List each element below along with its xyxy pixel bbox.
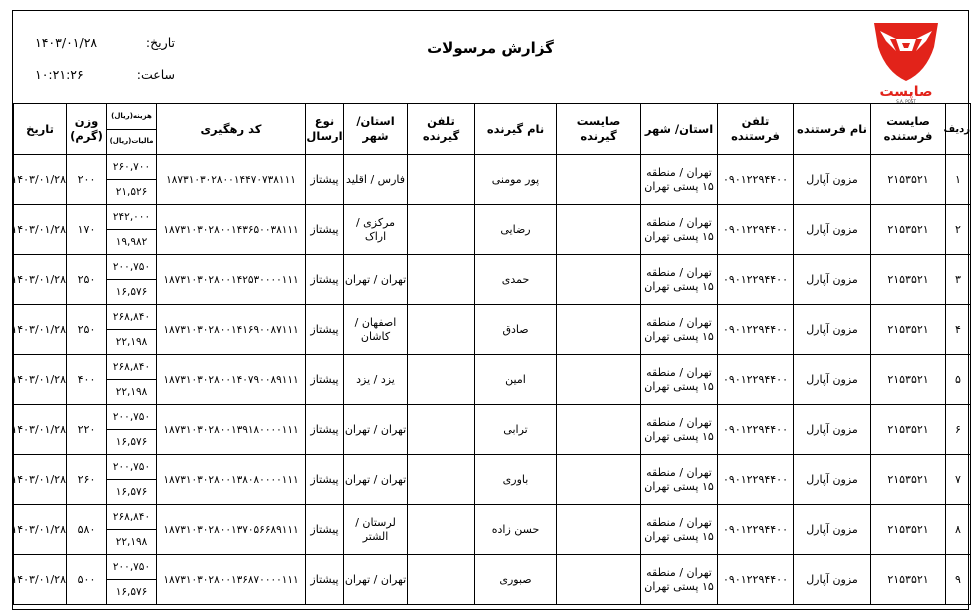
sender-name: مزون آپارل: [794, 505, 871, 555]
send-type: پیشتاز: [306, 405, 344, 455]
sender-name: مزون آپارل: [794, 255, 871, 305]
table-row: [14, 305, 971, 355]
receiver-province: یزد / یزد: [344, 355, 408, 405]
col-sender-phone: تلفن فرستنده: [718, 104, 794, 155]
cost-cell: [107, 155, 157, 205]
tax-value: ۲۱,۵۲۶: [107, 179, 156, 204]
col-date: تاریخ: [14, 104, 67, 155]
weight: ۲۵۰: [67, 305, 107, 355]
table-row: [14, 155, 971, 205]
receiver-site: [557, 455, 641, 505]
send-type: پیشتاز: [306, 555, 344, 605]
receiver-phone: [408, 505, 475, 555]
table-row: [14, 555, 971, 605]
row-index: ۹: [946, 555, 971, 605]
table-header-row: [14, 104, 971, 155]
receiver-name: باوری: [475, 455, 557, 505]
sender-site: ۲۱۵۳۵۲۱: [871, 455, 946, 505]
col-send-type: نوع ارسال: [306, 104, 344, 155]
send-type: پیشتاز: [306, 205, 344, 255]
tax-value: ۱۶,۵۷۶: [107, 579, 156, 604]
row-index: ۸: [946, 505, 971, 555]
report-meta: [35, 26, 175, 90]
tracking-code: ۱۸۷۳۱۰۳۰۲۸۰۰۱۴۲۵۳۰۰۰۰۱۱۱: [157, 255, 306, 305]
sender-province: تهران / منطقه ۱۵ پستی تهران: [641, 555, 718, 605]
shield-logo-icon: [866, 17, 946, 103]
tax-value: ۱۹,۹۸۲: [107, 229, 156, 254]
sender-name: مزون آپارل: [794, 305, 871, 355]
sender-phone: ۰۹۰۱۲۲۹۴۴۰۰: [718, 455, 794, 505]
tax-value: ۲۲,۱۹۸: [107, 379, 156, 404]
receiver-province: تهران / تهران: [344, 405, 408, 455]
sender-phone: ۰۹۰۱۲۲۹۴۴۰۰: [718, 305, 794, 355]
receiver-site: [557, 355, 641, 405]
sender-province: تهران / منطقه ۱۵ پستی تهران: [641, 305, 718, 355]
sender-phone: ۰۹۰۱۲۲۹۴۴۰۰: [718, 505, 794, 555]
tracking-code: ۱۸۷۳۱۰۳۰۲۸۰۰۱۴۳۶۵۰۰۳۸۱۱۱: [157, 205, 306, 255]
date: ۱۴۰۳/۰۱/۲۸: [14, 405, 67, 455]
date: ۱۴۰۳/۰۱/۲۸: [14, 555, 67, 605]
col-cost: [107, 104, 157, 155]
col-row: ردیف: [946, 104, 971, 155]
row-index: ۳: [946, 255, 971, 305]
col-sender-site: صایست فرستنده: [871, 104, 946, 155]
sender-phone: ۰۹۰۱۲۲۹۴۴۰۰: [718, 405, 794, 455]
sender-site: ۲۱۵۳۵۲۱: [871, 355, 946, 405]
receiver-phone: [408, 205, 475, 255]
date: ۱۴۰۳/۰۱/۲۸: [14, 155, 67, 205]
sender-province: تهران / منطقه ۱۵ پستی تهران: [641, 455, 718, 505]
tracking-code: ۱۸۷۳۱۰۳۰۲۸۰۰۱۴۰۷۹۰۰۸۹۱۱۱: [157, 355, 306, 405]
row-index: ۲: [946, 205, 971, 255]
receiver-name: صبوری: [475, 555, 557, 605]
receiver-province: تهران / تهران: [344, 255, 408, 305]
sender-site: ۲۱۵۳۵۲۱: [871, 505, 946, 555]
cost-value: ۲۰۰,۷۵۰: [112, 411, 151, 423]
sender-name: مزون آپارل: [794, 555, 871, 605]
receiver-phone: [408, 355, 475, 405]
col-receiver-site: صایست گیرنده: [557, 104, 641, 155]
logo-subtext: S.A. POST: [896, 99, 916, 104]
cost-cell: [107, 555, 157, 605]
receiver-phone: [408, 155, 475, 205]
cost-cell: [107, 255, 157, 305]
sapost-logo: [866, 17, 946, 103]
sender-name: مزون آپارل: [794, 355, 871, 405]
col-sender-province: استان/ شهر: [641, 104, 718, 155]
sender-name: مزون آپارل: [794, 205, 871, 255]
receiver-name: صادق: [475, 305, 557, 355]
col-tracking: کد رهگیری: [157, 104, 306, 155]
table-row: [14, 455, 971, 505]
sender-name: مزون آپارل: [794, 455, 871, 505]
weight: ۱۷۰: [67, 205, 107, 255]
sender-province: تهران / منطقه ۱۵ پستی تهران: [641, 505, 718, 555]
receiver-name: ترابی: [475, 405, 557, 455]
weight: ۲۲۰: [67, 405, 107, 455]
date: ۱۴۰۳/۰۱/۲۸: [14, 255, 67, 305]
col-sender-name: نام فرستنده: [794, 104, 871, 155]
sender-phone: ۰۹۰۱۲۲۹۴۴۰۰: [718, 555, 794, 605]
sender-site: ۲۱۵۳۵۲۱: [871, 205, 946, 255]
receiver-phone: [408, 305, 475, 355]
report-header: [13, 11, 968, 103]
shipments-table: [13, 103, 971, 605]
sender-province: تهران / منطقه ۱۵ پستی تهران: [641, 155, 718, 205]
receiver-site: [557, 155, 641, 205]
send-type: پیشتاز: [306, 305, 344, 355]
receiver-name: امین: [475, 355, 557, 405]
col-receiver-province: استان/ شهر: [344, 104, 408, 155]
col-receiver-name: نام گیرنده: [475, 104, 557, 155]
logo-text: صاپست: [879, 84, 933, 100]
cost-cell: [107, 505, 157, 555]
date-label: تاریخ:: [145, 34, 175, 50]
col-weight: وزن (گرم): [67, 104, 107, 155]
receiver-province: اصفهان / کاشان: [344, 305, 408, 355]
cost-value: ۲۰۰,۷۵۰: [112, 461, 151, 473]
sender-site: ۲۱۵۳۵۲۱: [871, 255, 946, 305]
tax-value: ۱۶,۵۷۶: [107, 479, 156, 504]
receiver-province: تهران / تهران: [344, 455, 408, 505]
table-row: [14, 255, 971, 305]
receiver-province: مرکزی / اراک: [344, 205, 408, 255]
date: ۱۴۰۳/۰۱/۲۸: [14, 305, 67, 355]
table-row: [14, 355, 971, 405]
receiver-site: [557, 555, 641, 605]
receiver-phone: [408, 405, 475, 455]
row-index: ۴: [946, 305, 971, 355]
sender-phone: ۰۹۰۱۲۲۹۴۴۰۰: [718, 155, 794, 205]
weight: ۲۵۰: [67, 255, 107, 305]
cost-cell: [107, 205, 157, 255]
cost-label: هزینه(ریال): [111, 111, 152, 120]
cost-value: ۲۰۰,۷۵۰: [112, 261, 151, 273]
tax-value: ۱۶,۵۷۶: [107, 279, 156, 304]
tracking-code: ۱۸۷۳۱۰۳۰۲۸۰۰۱۳۷۰۵۶۶۸۹۱۱۱: [157, 505, 306, 555]
receiver-name: پور مومنی: [475, 155, 557, 205]
receiver-site: [557, 405, 641, 455]
cost-value: ۲۶۰,۷۰۰: [112, 161, 151, 173]
weight: ۲۰۰: [67, 155, 107, 205]
weight: ۲۶۰: [67, 455, 107, 505]
time-row: [35, 58, 175, 90]
tracking-code: ۱۸۷۳۱۰۳۰۲۸۰۰۱۳۹۱۸۰۰۰۰۱۱۱: [157, 405, 306, 455]
sender-phone: ۰۹۰۱۲۲۹۴۴۰۰: [718, 205, 794, 255]
date: ۱۴۰۳/۰۱/۲۸: [14, 505, 67, 555]
table-row: [14, 205, 971, 255]
row-index: ۷: [946, 455, 971, 505]
row-index: ۶: [946, 405, 971, 455]
weight: ۵۰۰: [67, 555, 107, 605]
tax-label: مالیات(ریال): [107, 129, 156, 155]
receiver-province: فارس / اقلید: [344, 155, 408, 205]
receiver-province: لرستان / الشتر: [344, 505, 408, 555]
receiver-name: حسن زاده: [475, 505, 557, 555]
cost-cell: [107, 455, 157, 505]
tax-value: ۲۲,۱۹۸: [107, 329, 156, 354]
table-row: [14, 405, 971, 455]
receiver-name: رضایی: [475, 205, 557, 255]
col-receiver-phone: تلفن گیرنده: [408, 104, 475, 155]
date-value: ۱۴۰۳/۰۱/۲۸: [35, 34, 98, 50]
send-type: پیشتاز: [306, 255, 344, 305]
weight: ۵۸۰: [67, 505, 107, 555]
receiver-phone: [408, 555, 475, 605]
receiver-site: [557, 205, 641, 255]
cost-value: ۲۰۰,۷۵۰: [112, 561, 151, 573]
receiver-phone: [408, 455, 475, 505]
tax-value: ۱۶,۵۷۶: [107, 429, 156, 454]
sender-province: تهران / منطقه ۱۵ پستی تهران: [641, 255, 718, 305]
cost-cell: [107, 305, 157, 355]
receiver-site: [557, 255, 641, 305]
receiver-phone: [408, 255, 475, 305]
sender-province: تهران / منطقه ۱۵ پستی تهران: [641, 405, 718, 455]
tracking-code: ۱۸۷۳۱۰۳۰۲۸۰۰۱۳۶۸۷۰۰۰۰۱۱۱: [157, 555, 306, 605]
sender-name: مزون آپارل: [794, 155, 871, 205]
sender-name: مزون آپارل: [794, 405, 871, 455]
cost-value: ۲۶۸,۸۴۰: [112, 511, 151, 523]
cost-cell: [107, 405, 157, 455]
sender-province: تهران / منطقه ۱۵ پستی تهران: [641, 205, 718, 255]
cost-cell: [107, 355, 157, 405]
table-row: [14, 505, 971, 555]
date: ۱۴۰۳/۰۱/۲۸: [14, 355, 67, 405]
cost-value: ۲۶۸,۸۴۰: [112, 361, 151, 373]
cost-value: ۲۴۲,۰۰۰: [112, 211, 151, 223]
receiver-site: [557, 305, 641, 355]
date: ۱۴۰۳/۰۱/۲۸: [14, 455, 67, 505]
row-index: ۵: [946, 355, 971, 405]
table-body: [11, 155, 971, 605]
tracking-code: ۱۸۷۳۱۰۳۰۲۸۰۰۱۳۸۰۸۰۰۰۰۱۱۱: [157, 455, 306, 505]
send-type: پیشتاز: [306, 505, 344, 555]
tracking-code: ۱۸۷۳۱۰۳۰۲۸۰۰۱۴۱۶۹۰۰۸۷۱۱۱: [157, 305, 306, 355]
report-frame: [12, 10, 969, 610]
tax-value: ۲۲,۱۹۸: [107, 529, 156, 554]
send-type: پیشتاز: [306, 455, 344, 505]
cost-value: ۲۶۸,۸۴۰: [112, 311, 151, 323]
send-type: پیشتاز: [306, 355, 344, 405]
sender-phone: ۰۹۰۱۲۲۹۴۴۰۰: [718, 355, 794, 405]
date: ۱۴۰۳/۰۱/۲۸: [14, 205, 67, 255]
receiver-province: تهران / تهران: [344, 555, 408, 605]
weight: ۴۰۰: [67, 355, 107, 405]
sender-site: ۲۱۵۳۵۲۱: [871, 305, 946, 355]
send-type: پیشتاز: [306, 155, 344, 205]
sender-province: تهران / منطقه ۱۵ پستی تهران: [641, 355, 718, 405]
sender-site: ۲۱۵۳۵۲۱: [871, 555, 946, 605]
sender-site: ۲۱۵۳۵۲۱: [871, 155, 946, 205]
page-title: گزارش مرسولات: [427, 39, 554, 57]
receiver-name: حمدی: [475, 255, 557, 305]
receiver-site: [557, 505, 641, 555]
time-value: ۱۰:۲۱:۲۶: [35, 66, 84, 82]
sender-site: ۲۱۵۳۵۲۱: [871, 405, 946, 455]
tracking-code: ۱۸۷۳۱۰۳۰۲۸۰۰۱۴۴۷۰۷۳۸۱۱۱: [157, 155, 306, 205]
time-label: ساعت:: [136, 66, 175, 82]
sender-phone: ۰۹۰۱۲۲۹۴۴۰۰: [718, 255, 794, 305]
row-index: ۱: [946, 155, 971, 205]
